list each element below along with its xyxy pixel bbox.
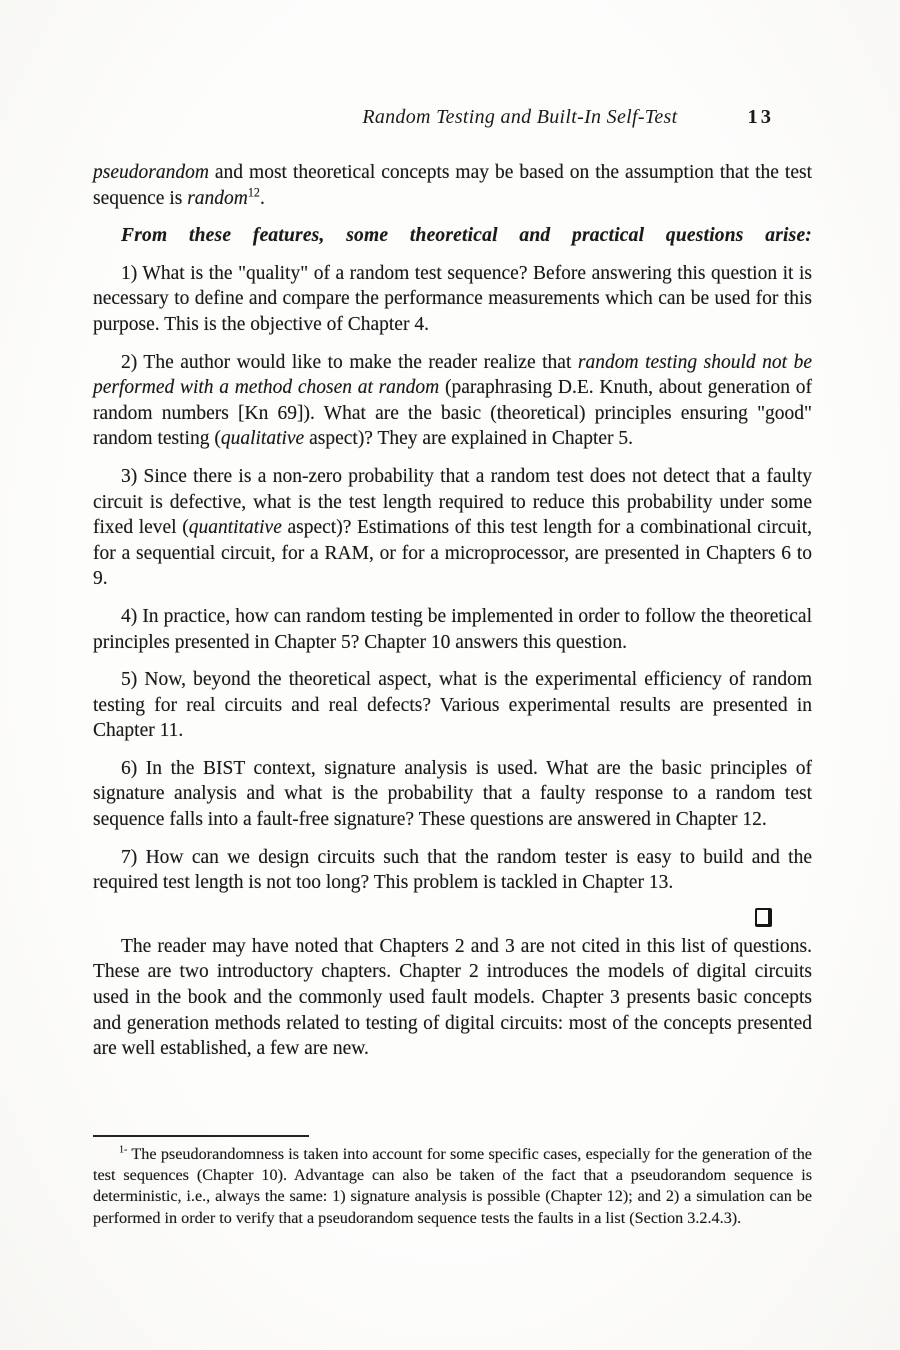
paragraph-question-1: 1) What is the "quality" of a random test sequence? Before answering this question it is necessary to define and compare the performance measurements which can be used for this purpose. This is the objective of Chapter 4. bbox=[93, 262, 812, 335]
paragraph-intro-continuation: pseudorandom and most theoretical concepts may be based on the assumption that the test sequence is random$^{12}$. bbox=[93, 162, 812, 209]
paragraph-question-3: 3) Since there is a non-zero probability that a random test does not detect that a faulty circuit is defective, what is the test length required to reduce this probability under some fixed level (quantitative aspect)? Estimations of this test length for a combinational circuit, for a sequential circuit, for a RAM, or for a microprocessor, are presented in Chapters 6 to 9. bbox=[93, 465, 812, 590]
questions-heading: From these features, some theoretical and practical questions arise: bbox=[121, 225, 812, 247]
running-header-title: Random Testing and Built-In Self-Test bbox=[362, 106, 678, 128]
paragraph-question-4: 4) In practice, how can random testing be implemented in order to follow the theoretical principles presented in Chapter 5? Chapter 10 answers this question. bbox=[93, 605, 812, 653]
paragraph-question-2: 2) The author would like to make the reader realize that random testing should not be performed with a method chosen at random (paraphrasing D.E. Knuth, about generation of random numbers [Kn 69]). What are the basic (theoretical) principles ensuring "good" random testing (qualitative aspect)? They are explained in Chapter 5. bbox=[93, 351, 813, 450]
paragraph-question-7: 7) How can we design circuits such that the random tester is easy to build and the required test length is not too long? This problem is tackled in Chapter 13. bbox=[93, 846, 812, 894]
end-of-section-row bbox=[93, 908, 812, 930]
page-number: 13 bbox=[747, 106, 774, 128]
running-header bbox=[93, 106, 812, 129]
footnote-block bbox=[93, 1135, 812, 1229]
open-square-end-of-section-icon bbox=[755, 908, 772, 927]
paragraph-question-6: 6) In the BIST context, signature analysis is used. What are the basic principles of signature analysis and what is the probability that a faulty response to a random test sequence falls into a fault-free signature? These questions are answered in Chapter 12. bbox=[93, 757, 812, 831]
footnote-separator-rule bbox=[93, 1135, 309, 1137]
page-body bbox=[93, 160, 812, 1074]
footnote-text: $^{1-}$ The pseudorandomness is taken into account for some specific cases, especially for the generation of the test sequences (Chapter 10). Advantage can also be taken of the fact that a pseudorandom sequence is deterministic, i.e., always the same: 1) signature analysis is possible (Chapter 12); and 2) a simulation can be performed in order to verify that a pseudorandom sequence tests the faults in a list (Section 3.2.4.3). bbox=[93, 1144, 812, 1227]
paragraph-closing: The reader may have noted that Chapters 2 and 3 are not cited in this list of questions. These are two introductory chapters. Chapter 2 introduces the models of digital circuits used in the book and the commonly used fault models. Chapter 3 presents basic concepts and generation methods related to testing of digital circuits: most of the concepts presented are well established, a few are new. bbox=[93, 935, 812, 1060]
paragraph-question-5: 5) Now, beyond the theoretical aspect, what is the experimental efficiency of random testing for real circuits and real defects? Various experimental results are presented in Chapter 11. bbox=[93, 669, 812, 742]
